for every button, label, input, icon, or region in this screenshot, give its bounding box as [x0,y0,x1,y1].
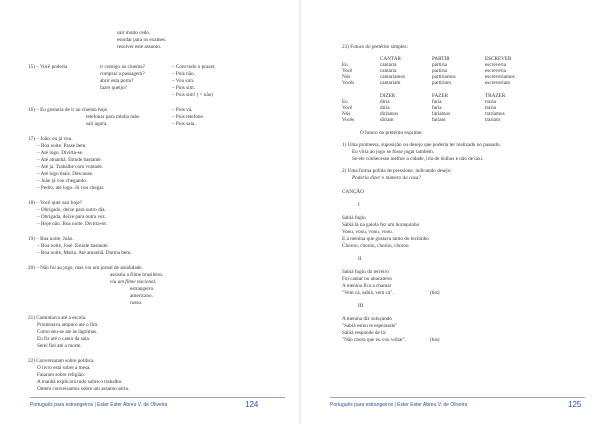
left-page-text-line: russo. [130,300,143,306]
right-page-text-line: CANTAR [380,56,401,62]
left-page-text-line: – Boa noite. Passe bem. [37,143,87,149]
right-page-text-line: Se ele conhecesse melhor a cidade, iria de ônibus e não de táxi. [352,156,484,162]
right-page-text-line: TRAZER [485,93,506,99]
left-page-text-line: telefonar para minha mãe. [86,114,141,120]
page-number: 124 [245,400,259,409]
left-page-text-line: – Pois sim! ( = não) [172,92,214,98]
left-page-text-line: 22) Conversaram sobre política. [28,358,95,364]
right-page-text-line: O futuro do pretérito exprime: [360,130,423,136]
left-page-text-line: – João já vou chegando. [37,178,87,184]
right-page-text-line: diria [380,99,390,105]
right-page-text-line: cantaria [380,68,397,74]
right-page-text-line: Vocês [342,117,355,123]
right-page [300,0,600,424]
right-page-text-line: E a menina que gostava tanto do bichinho [342,236,429,242]
right-page-text-line: 23) Futuro do pretérito simples: [342,44,408,50]
right-page-text-line: partiriam [432,80,452,86]
left-page-text-line: 15) – Você poderia [28,64,68,70]
right-page-text-line: III [358,303,364,309]
right-page-text-line: Voou, voou, voou, voou. [342,229,394,235]
left-page-text-line: A manhã explicará tudo sobre o trabalho. [37,379,123,385]
left-page-text-line: – Até já. Trabalhe com vontade. [37,164,104,170]
left-page-text-line: – Hoje não. Boa noite. Divirta-se. [37,221,108,227]
left-page-text-line: 21) Caminhava até a escola. [28,315,87,321]
right-page-text-line: Você [342,105,353,111]
right-page-text-line: "Vem cá, sabiá, vem cá". [342,290,394,296]
left-page-text-line: – Pois sim. [172,85,195,91]
right-page-text-line: Chorou, chorou, chorou, chorou [342,243,409,249]
right-page-text-line: trariam [485,117,500,123]
left-page-text-line: – Pois não. [172,71,195,77]
left-page-text-line: Promenava ampuro até o fim. [37,322,99,328]
right-page-text-line: Foi cantar no abacateiro [342,276,392,282]
right-page-text-line: faria [432,99,442,105]
left-page-text-line: 18) – Você quer sair hoje? [28,200,83,206]
left-page-text-line: – Vou sim. [172,78,195,84]
left-page-text-line: estudar para os exames. [117,37,167,43]
left-page-text-line: 19) – Boa noite, João. [28,236,74,242]
right-page-text-line: partiríamos [432,74,456,80]
right-page-text-line: cantaríamos [380,74,406,80]
right-page-text-line: ESCREVER [485,56,512,62]
left-page-text-line: – Obrigada, deixe para outra vez. [37,214,106,220]
left-page-text-line: americano. [130,293,153,299]
left-page-text-line: Ontem conversamos sobre um assunto sério. [37,386,130,392]
right-page-text-line: Poderia dizer o número da casa? [352,175,422,181]
right-page-text-line: Eu [342,62,348,68]
footer-text: Português para estrangeiros | Ester Ester Abreu V. de Oliveira [30,402,168,408]
left-page-text-line: comprar a passagem? [100,71,145,77]
footer-rule [30,397,285,398]
right-page-text-line: traríamos [485,111,505,117]
right-page-text-line: Nós [342,74,351,80]
right-page-text-line: II [358,256,362,262]
left-page-text-line: sair muito cedo. [117,30,151,36]
left-page-text-line: resolver este assunto. [117,44,162,50]
left-page-text-line: Como seu-se até às lágrimas. [37,329,98,335]
left-page-text-line: – Obrigado, deixe para outro dia. [37,207,106,213]
right-page-text-line: A menina fica a chamar [342,283,392,289]
left-page-text-line: – Boa noite, Maria. Até amanhã. Durma bem. [37,250,132,256]
right-page-text-line: CANÇÃO [342,189,364,195]
right-page-text-line: partiria [432,68,447,74]
right-page-text-line: (bis) [430,290,440,296]
left-page-text-line: 17) – João, eu já vou. [28,136,73,142]
left-page-text-line: – Pois telefone. [172,114,205,120]
right-page-text-line: (bis) [430,337,440,343]
right-page-text-line: FAZER [432,93,449,99]
right-page-text-line: Eu viria ao jogo se fosse jogar também. [352,149,435,155]
right-page-text-line: Você [342,68,353,74]
left-page-text-line: viu um filme nacional. [110,279,157,285]
right-page-text-line: "Sabiá estou te esperando" [342,323,398,329]
left-page-text-line: – Pois saia. [172,121,196,127]
page-number: 125 [568,400,582,409]
right-page-text-line: Vocês [342,80,355,86]
left-page-text-line: fazer queijo? [100,85,127,91]
left-page-text-line: sair agora. [86,121,108,127]
left-page-text-line: – Boa noite, José. Estude bastante. [37,243,109,249]
left-page-text-line: estrangeiro. [130,286,155,292]
right-page-text-line: Nós [342,111,351,117]
right-page-text-line: Sabiá fugiu [342,215,366,221]
right-page-text-line: diria [380,105,390,111]
right-page-text-line: traria [485,99,496,105]
left-page-text-line: – Pedro, até logo. Já vou chegar. [37,185,105,191]
right-page-text-line: diríamos [380,111,399,117]
footer-text: Português para estrangeiros | Ester Ester Abreu V. de Oliveira [330,402,468,408]
left-page-text-line: Falaram sobre religião. [37,372,85,378]
left-page-text-line: ir comigo ao cinema? [100,64,145,70]
left-page-text-line: abrir esta porta? [100,78,134,84]
right-page-text-line: A menina diz soluçando [342,316,392,322]
right-page-text-line: 2) Uma forma polida de pressione, indicando desejo: [342,168,452,174]
left-page-text-line: O livro está sobre a mesa. [37,365,91,371]
left-page-text-line: Serei fiel até a morte. [37,343,82,349]
left-page-text-line: Eu fiz até o canto da sala. [37,336,91,342]
right-page-text-line: partiria [432,62,447,68]
footer-rule [330,397,585,398]
left-page-text-line: – Pois vá. [172,107,193,113]
left-page-text-line: – Até logo. Divirta-se. [37,150,84,156]
right-page-text-line: Sabiá lá na gaiola fez um buraquinho [342,222,420,228]
right-page-text-line: cantaria [380,62,397,68]
left-page-text-line: assistiu a filme brasileiro. [110,272,164,278]
right-page-text-line: "Não chora que eu vou voltar". [342,337,407,343]
right-page-text-line: traria [485,105,496,111]
right-page-text-line: faria [432,105,442,111]
left-page-text-line: 20) – Não foi ao jogo, mas viu um jornal de atualidade. [28,265,143,271]
right-page-text-line: 1) Uma promessa, suposição ou desejo que poderia ter realizado no passado. [342,142,501,148]
right-page-text-line: diriam [380,117,394,123]
right-page-text-line: escreveríamos [485,74,515,80]
right-page-text-line: escreveria [485,68,507,74]
left-page-text-line: – Até logo mais. Descanse. [37,171,94,177]
right-page-text-line: Sabiá fugiu do terreiro [342,269,389,275]
left-page-text-line: – Até amanhã. Estude bastante. [37,157,102,163]
right-page-text-line: cantariam [380,80,401,86]
right-page-text-line: escreveria [485,62,507,68]
right-page-text-line: Sabiá responde de lá: [342,330,387,336]
right-page-text-line: DIZER [380,93,396,99]
right-page-text-line: fariam [432,117,446,123]
right-page-text-line: PARTIR [432,56,450,62]
left-page-text-line: – Com todo o prazer. [172,64,216,70]
right-page-text-line: escreveriam [485,80,511,86]
right-page-text-line: faríamos [432,111,451,117]
left-page-text-line: 16) – Eu gostaria de ir ao cinema hoje. [28,107,109,113]
right-page-text-line: I [358,202,360,208]
right-page-text-line: Eu [342,99,348,105]
